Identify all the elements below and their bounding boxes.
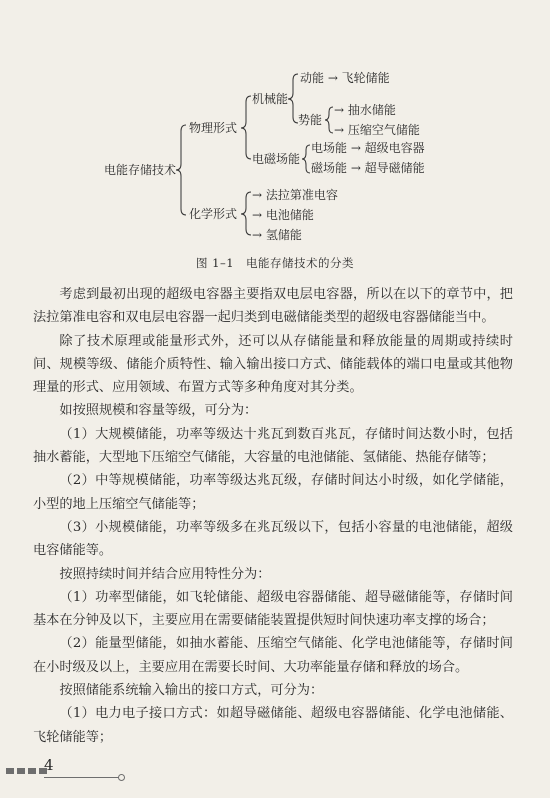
mechanical-brace bbox=[288, 74, 298, 123]
electric-field-row: 电场能 → 超级电容器 bbox=[311, 141, 425, 155]
physical-brace bbox=[241, 96, 251, 159]
figure-caption: 图 1–1 电能存储技术的分类 bbox=[195, 256, 355, 270]
paragraph: 除了技术原理或能量形式外，还可以从存储能量和释放能量的周期或持续时间、规模等级、储能介质特性、输入输出接口方式、储能载体的端口电量或其他物理量的形式、应用领域、布置方式等多种角度对其分类。 bbox=[33, 333, 513, 396]
paragraph: 如按照规模和容量等级，可分为： bbox=[59, 403, 258, 419]
footer-rule bbox=[44, 777, 120, 778]
hydrogen-storage-row: → 氢储能 bbox=[252, 228, 302, 242]
paragraph: 按照储能系统输入输出的接口方式，可分为： bbox=[59, 683, 324, 699]
paragraph: （2）中等规模储能，功率等级达兆瓦级，存储时间达小时级，如化学储能，小型的地上压缩空气储能等； bbox=[33, 473, 513, 512]
em-field-energy-label: 电磁场能 bbox=[252, 152, 301, 166]
mechanical-energy-label: 机械能 bbox=[252, 92, 289, 106]
paragraph: 按照持续时间并结合应用特性分为： bbox=[59, 566, 271, 582]
paragraph: （1）功率型储能，如飞轮储能、超级电容器储能、超导磁储能等，存储时间基本在分钟及以下，主要应用在需要储能装置提供短时间快速功率支撑的场合； bbox=[33, 589, 513, 629]
compressed-air-row: → 压缩空气储能 bbox=[334, 123, 420, 137]
paragraph: （2）能量型储能，如抽水蓄能、压缩空气储能、化学电池储能等，存储时间在小时级及以上，主要应用在需要长时间、大功率能量存储和释放的场合。 bbox=[33, 636, 513, 675]
paragraph: （3）小规模储能，功率等级多在兆瓦级以下，包括小容量的电池储能，超级电容储能等。 bbox=[33, 519, 513, 559]
body-text bbox=[33, 283, 513, 749]
em-field-brace bbox=[302, 145, 310, 173]
kinetic-flywheel-row: 动能 → 飞轮储能 bbox=[300, 71, 390, 85]
root-label: 电能存储技术 bbox=[104, 163, 177, 177]
potential-energy-label: 势能 bbox=[298, 113, 323, 127]
footer-decoration bbox=[6, 768, 47, 774]
chemical-form-label: 化学形式 bbox=[189, 207, 238, 221]
page-number: 4 bbox=[44, 756, 54, 774]
paragraph: 考虑到最初出现的超级电容器主要指双电层电容器，所以在以下的章节中，把法拉第准电容和双电层电容器一起归类到电磁储能类型的超级电容器储能当中。 bbox=[33, 287, 513, 326]
paragraph: （1）电力电子接口方式：如超导磁储能、超级电容器储能、化学电池储能、飞轮储能等； bbox=[33, 706, 513, 745]
paragraph: （1）大规模储能，功率等级达十兆瓦到数百兆瓦，存储时间达数小时，包括抽水蓄能，大型地下压缩空气储能，大容量的电池储能、氢储能、热能存储等； bbox=[33, 426, 513, 466]
potential-brace bbox=[325, 107, 333, 133]
physical-form-label: 物理形式 bbox=[189, 121, 238, 135]
chemical-brace bbox=[241, 192, 251, 235]
pumped-hydro-row: → 抽水储能 bbox=[334, 103, 396, 117]
magnetic-field-row: 磁场能 → 超导磁储能 bbox=[311, 161, 425, 175]
root-brace bbox=[176, 125, 186, 215]
classification-diagram bbox=[0, 0, 550, 270]
footer-dot bbox=[118, 774, 125, 781]
battery-storage-row: → 电池储能 bbox=[252, 208, 314, 222]
faraday-capacitor-row: → 法拉第准电容 bbox=[252, 188, 338, 202]
